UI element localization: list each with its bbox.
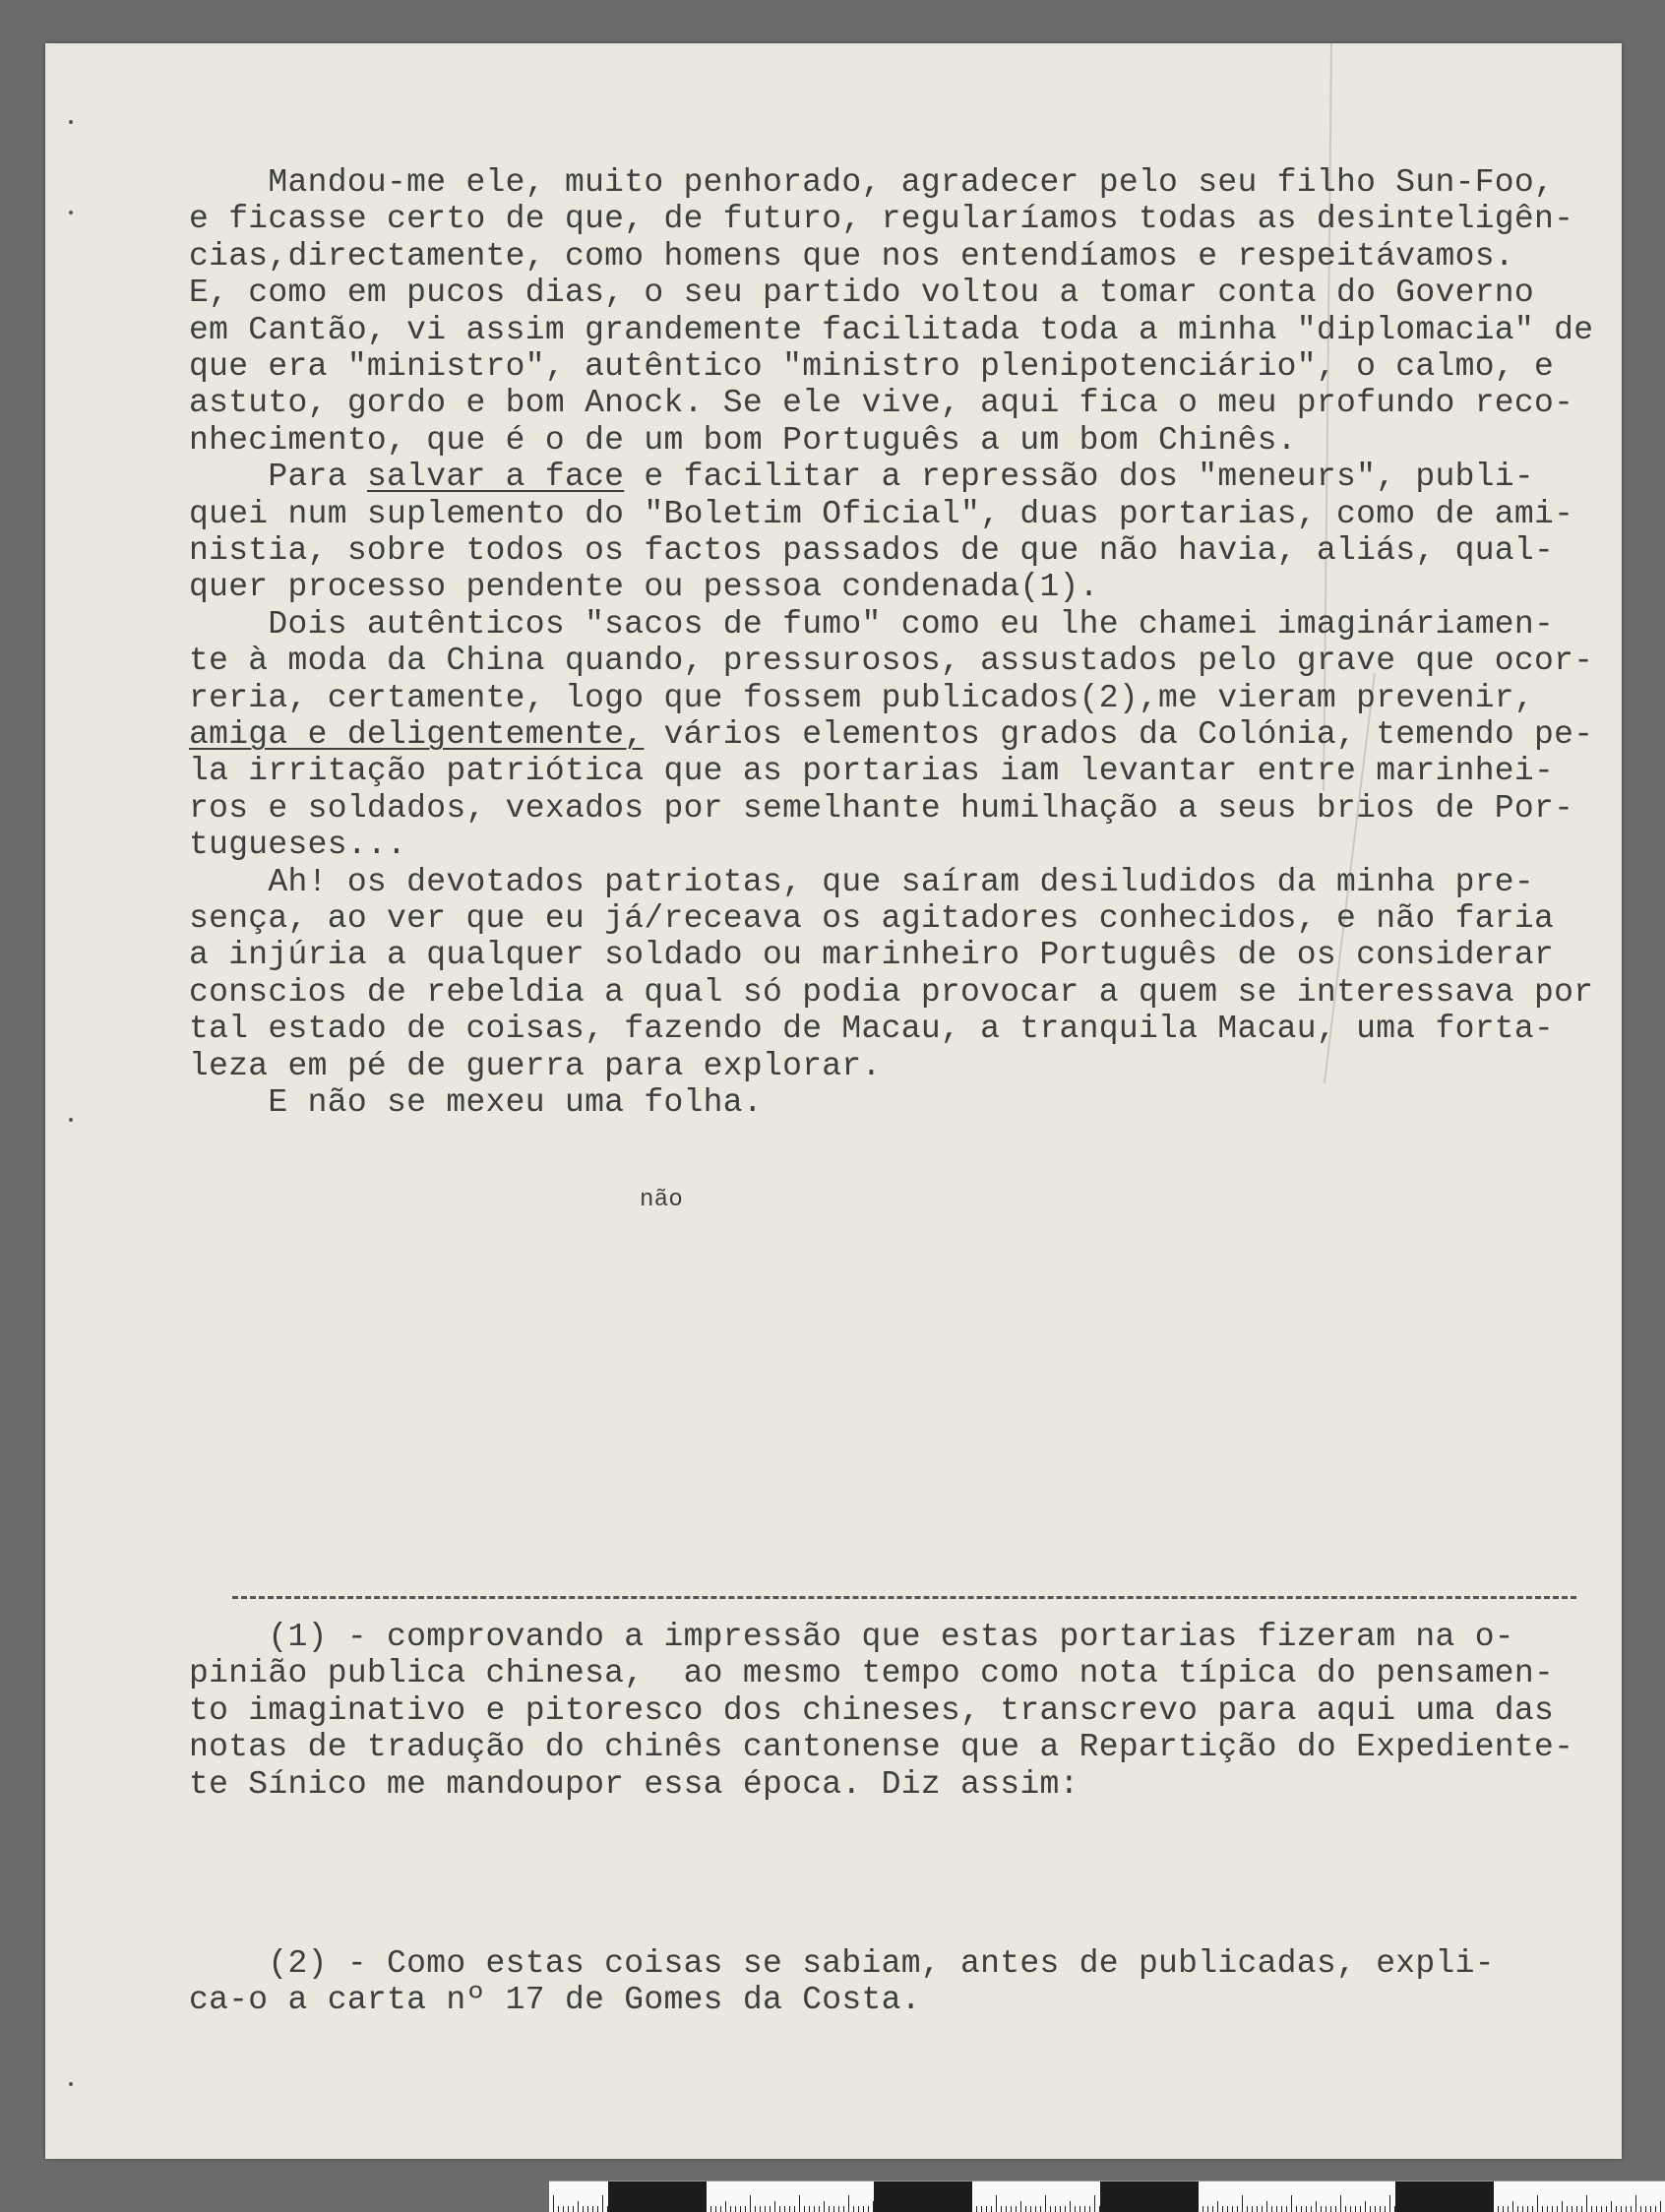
ruler-tick <box>824 2201 825 2212</box>
ruler-tick <box>725 2201 726 2212</box>
ruler-tick <box>1065 2206 1066 2212</box>
ruler-tick <box>1512 2201 1513 2212</box>
ruler-tick <box>592 2206 593 2212</box>
ruler-tick <box>858 2206 859 2212</box>
ruler-tick <box>1532 2206 1533 2212</box>
ruler-tick <box>1030 2206 1031 2212</box>
ruler-tick <box>1006 2206 1007 2212</box>
ruler-tick <box>1045 2195 1046 2212</box>
ruler-tick <box>1321 2206 1322 2212</box>
ruler-tick <box>784 2206 785 2212</box>
ruler-tick <box>1011 2206 1012 2212</box>
ruler-tick <box>1286 2206 1287 2212</box>
text-line: leza em pé de guerra para explorar. <box>189 1047 882 1084</box>
ruler-tick <box>1335 2206 1336 2212</box>
ruler-tick <box>1508 2206 1509 2212</box>
ruler-tick <box>563 2206 564 2212</box>
text-line: te à moda da China quando, pressurosos, assustados pelo grave que ocor- <box>189 643 1594 680</box>
ruler-tick <box>715 2206 716 2212</box>
ruler-tick <box>1660 2201 1661 2212</box>
ruler-tick <box>1596 2206 1597 2212</box>
ruler-tick <box>578 2201 579 2212</box>
ruler-tick <box>1360 2206 1361 2212</box>
footnote-line: pinião publica chinesa, ao mesmo tempo como nota típica do pensamen- <box>189 1655 1555 1692</box>
ruler-tick <box>1247 2206 1248 2212</box>
ruler-tick <box>553 2195 554 2212</box>
ruler-tick <box>829 2206 830 2212</box>
ruler-tick <box>1276 2206 1277 2212</box>
ruler-tick <box>1365 2201 1366 2212</box>
ruler-tick <box>710 2206 711 2212</box>
ruler-tick <box>1075 2206 1076 2212</box>
ruler-tick <box>1016 2206 1017 2212</box>
ruler-tick <box>1094 2195 1095 2212</box>
ruler-block <box>608 2181 707 2212</box>
ruler-tick <box>843 2206 844 2212</box>
text-line: tugueses... <box>189 827 407 864</box>
ruler-tick <box>720 2206 721 2212</box>
margin-mark <box>69 120 73 124</box>
ruler-tick <box>1621 2206 1622 2212</box>
ruler-block <box>1100 2181 1199 2212</box>
ruler-tick <box>996 2195 997 2212</box>
ruler-tick <box>735 2206 736 2212</box>
ruler-tick <box>1232 2206 1233 2212</box>
ruler-tick <box>1601 2206 1602 2212</box>
ruler-tick <box>1640 2206 1641 2212</box>
ruler-tick <box>1202 2206 1203 2212</box>
ruler-tick <box>1631 2206 1632 2212</box>
ruler-tick <box>1040 2206 1041 2212</box>
ruler-tick <box>1257 2206 1258 2212</box>
text-line: nhecimento, que é o de um bom Português a um bom Chinês. <box>189 421 1297 459</box>
ruler-tick <box>1370 2206 1371 2212</box>
ruler-tick <box>1281 2206 1282 2212</box>
ruler-tick <box>1557 2206 1558 2212</box>
ruler-block <box>1395 2181 1494 2212</box>
text-line: em Cantão, vi assim grandemente facilitada toda a minha "diplomacia" de <box>189 311 1594 348</box>
ruler-tick <box>760 2206 761 2212</box>
ruler-tick <box>1237 2206 1238 2212</box>
text-line: conscios de rebeldia a qual só podia provocar a quem se interessava por <box>189 973 1594 1011</box>
footnote-line: (1) - comprovando a impressão que estas portarias fizeram na o- <box>189 1619 1514 1655</box>
ruler-tick <box>573 2206 574 2212</box>
ruler-tick <box>809 2206 810 2212</box>
text-line: quer processo pendente ou pessoa condenada(1). <box>189 569 1099 606</box>
ruler-tick <box>804 2206 805 2212</box>
ruler-tick <box>1562 2201 1563 2212</box>
ruler-tick <box>1517 2206 1518 2212</box>
ruler-tick <box>1266 2201 1267 2212</box>
ruler-tick <box>770 2206 771 2212</box>
ruler-tick <box>1576 2206 1577 2212</box>
ruler-tick <box>814 2206 815 2212</box>
footnote-line: to imaginativo e pitoresco dos chineses, transcrevo para aqui uma das <box>189 1691 1555 1729</box>
ruler-tick <box>1311 2206 1312 2212</box>
ruler-tick <box>1262 2206 1263 2212</box>
text-line: quei num suplemento do "Boletim Oficial", duas portarias, como de ami- <box>189 495 1574 532</box>
text-line: la irritação patriótica que as portarias iam levantar entre marinhei- <box>189 753 1555 790</box>
ruler-tick <box>1301 2206 1302 2212</box>
ruler-tick <box>848 2195 849 2212</box>
text-line: tal estado de coisas, fazendo de Macau, a tranquila Macau, uma forta- <box>189 1011 1555 1048</box>
margin-mark <box>69 1118 73 1122</box>
ruler-tick <box>833 2206 834 2212</box>
footnote-separator <box>232 1596 1576 1605</box>
ruler-tick <box>1242 2195 1243 2212</box>
ruler-tick <box>1389 2195 1390 2212</box>
ruler-tick <box>1330 2206 1331 2212</box>
ruler-tick <box>1345 2206 1346 2212</box>
ruler-tick <box>991 2206 992 2212</box>
ruler-tick <box>853 2206 854 2212</box>
footnote-line: ca-o a carta nº 17 de Gomes da Costa. <box>189 1982 921 2019</box>
ruler-tick <box>819 2206 820 2212</box>
ruler-tick <box>1567 2206 1568 2212</box>
ruler-tick <box>1340 2195 1341 2212</box>
text-line: amiga e deligentemente, vários elementos grados da Colónia, temendo pe- <box>189 716 1594 753</box>
ruler-tick <box>1606 2206 1607 2212</box>
typewritten-page <box>45 43 1622 2159</box>
ruler-tick <box>587 2206 588 2212</box>
ruler-tick <box>755 2206 756 2212</box>
ruler-tick <box>863 2206 864 2212</box>
ruler-tick <box>1050 2206 1051 2212</box>
margin-mark <box>69 2082 73 2086</box>
ruler-tick <box>1296 2206 1297 2212</box>
ruler-tick <box>1380 2206 1381 2212</box>
ruler-tick <box>1542 2206 1543 2212</box>
ruler-tick <box>1212 2206 1213 2212</box>
ruler-tick <box>799 2195 800 2212</box>
ruler-tick <box>774 2201 775 2212</box>
ruler-block <box>874 2181 972 2212</box>
ruler-tick <box>1055 2206 1056 2212</box>
text-line: Para salvar a face e facilitar a repressão dos "meneurs", publi- <box>189 459 1535 496</box>
ruler-tick <box>1626 2206 1627 2212</box>
text-line: a injúria a qualquer soldado ou marinheiro Português de os considerar <box>189 937 1555 974</box>
ruler-tick <box>1552 2206 1553 2212</box>
ruler-tick <box>789 2206 790 2212</box>
text-line: E não se mexeu uma folha. <box>189 1084 763 1121</box>
ruler-tick <box>1375 2206 1376 2212</box>
ruler-tick <box>1581 2206 1582 2212</box>
ruler-tick <box>986 2206 987 2212</box>
ruler-tick <box>1271 2206 1272 2212</box>
ruler-tick <box>1222 2206 1223 2212</box>
ruler-tick <box>1084 2206 1085 2212</box>
ruler-tick <box>1001 2206 1002 2212</box>
ruler-tick <box>1020 2201 1021 2212</box>
text-line: ros e soldados, vexados por semelhante humilhação a seus brios de Por- <box>189 789 1574 827</box>
ruler-tick <box>1522 2206 1523 2212</box>
text-line: reria, certamente, logo que fossem publicados(2),me vieram prevenir, <box>189 679 1535 716</box>
ruler-tick <box>976 2206 977 2212</box>
ruler-tick <box>779 2206 780 2212</box>
ruler-tick <box>1655 2206 1656 2212</box>
text-line: e ficasse certo de que, de futuro, regularíamos todas as desinteligên- <box>189 201 1574 238</box>
footnote-line: te Sínico me mandoupor essa época. Diz assim: <box>189 1765 1079 1803</box>
ruler-tick <box>1060 2206 1061 2212</box>
text-line: Mandou-me ele, muito penhorado, agradecer pelo seu filho Sun-Foo, <box>189 164 1555 201</box>
ruler-tick <box>1291 2195 1292 2212</box>
ruler-tick <box>602 2195 603 2212</box>
ruler-tick <box>1537 2195 1538 2212</box>
ruler-tick <box>1385 2206 1386 2212</box>
text-line: sença, ao ver que eu já/receava os agitadores conhecidos, e não faria <box>189 900 1555 937</box>
underlined-phrase: salvar a face <box>366 459 625 496</box>
ruler-tick <box>597 2206 598 2212</box>
ruler-tick <box>1591 2206 1592 2212</box>
ruler-tick <box>1035 2206 1036 2212</box>
text-line: que era "ministro", autêntico "ministro plenipotenciário", o calmo, e <box>189 348 1555 385</box>
ruler-tick <box>1547 2206 1548 2212</box>
ruler-tick <box>750 2195 751 2212</box>
text-line: cias,directamente, como homens que nos entendíamos e respeitávamos. <box>189 237 1514 275</box>
ruler-tick <box>1252 2206 1253 2212</box>
ruler-tick <box>1616 2206 1617 2212</box>
margin-mark <box>69 211 73 215</box>
ruler-tick <box>1227 2206 1228 2212</box>
text-line: E, como em pucos dias, o seu partido voltou a tomar conta do Governo <box>189 275 1535 312</box>
ruler-tick <box>745 2206 746 2212</box>
ruler-tick <box>583 2206 584 2212</box>
ruler-tick <box>765 2206 766 2212</box>
text-line: Ah! os devotados patriotas, que saíram desiludidos da minha pre- <box>189 863 1535 900</box>
ruler-tick <box>1207 2206 1208 2212</box>
text-line: astuto, gordo e bom Anock. Se ele vive, aqui fica o meu profundo reco- <box>189 385 1574 422</box>
ruler-tick <box>794 2206 795 2212</box>
ruler-tick <box>1645 2206 1646 2212</box>
ruler-tick <box>1503 2206 1504 2212</box>
ruler-tick <box>730 2206 731 2212</box>
ruler-tick <box>1586 2195 1587 2212</box>
ruler-tick <box>1025 2206 1026 2212</box>
ruler-tick <box>1217 2201 1218 2212</box>
text-line: Dois autênticos "sacos de fumo" como eu lhe chamei imagináriamen- <box>189 605 1555 643</box>
ruler-tick <box>1070 2201 1071 2212</box>
interlinear-insert: não <box>640 1187 684 1213</box>
ruler-tick <box>1527 2206 1528 2212</box>
ruler-tick <box>1306 2206 1307 2212</box>
scale-ruler <box>549 2181 1665 2212</box>
ruler-tick <box>1316 2201 1317 2212</box>
ruler-tick <box>1355 2206 1356 2212</box>
ruler-tick <box>1611 2201 1612 2212</box>
ruler-tick <box>1498 2206 1499 2212</box>
ruler-tick <box>1635 2195 1636 2212</box>
ruler-tick <box>1089 2206 1090 2212</box>
underlined-phrase: amiga e deligentemente, <box>189 716 645 753</box>
ruler-tick <box>740 2206 741 2212</box>
ruler-tick <box>568 2206 569 2212</box>
ruler-tick <box>868 2206 869 2212</box>
ruler-tick <box>558 2206 559 2212</box>
ruler-tick <box>1350 2206 1351 2212</box>
ruler-tick <box>1650 2206 1651 2212</box>
text-line: nistia, sobre todos os factos passados de que não havia, aliás, qual- <box>189 532 1555 569</box>
footnote-line: notas de tradução do chinês cantonense que a Repartição do Expediente- <box>189 1729 1574 1766</box>
ruler-tick <box>981 2206 982 2212</box>
ruler-tick <box>1079 2206 1080 2212</box>
ruler-tick <box>838 2206 839 2212</box>
footnote-line: (2) - Como estas coisas se sabiam, antes de publicadas, expli- <box>189 1945 1495 1982</box>
